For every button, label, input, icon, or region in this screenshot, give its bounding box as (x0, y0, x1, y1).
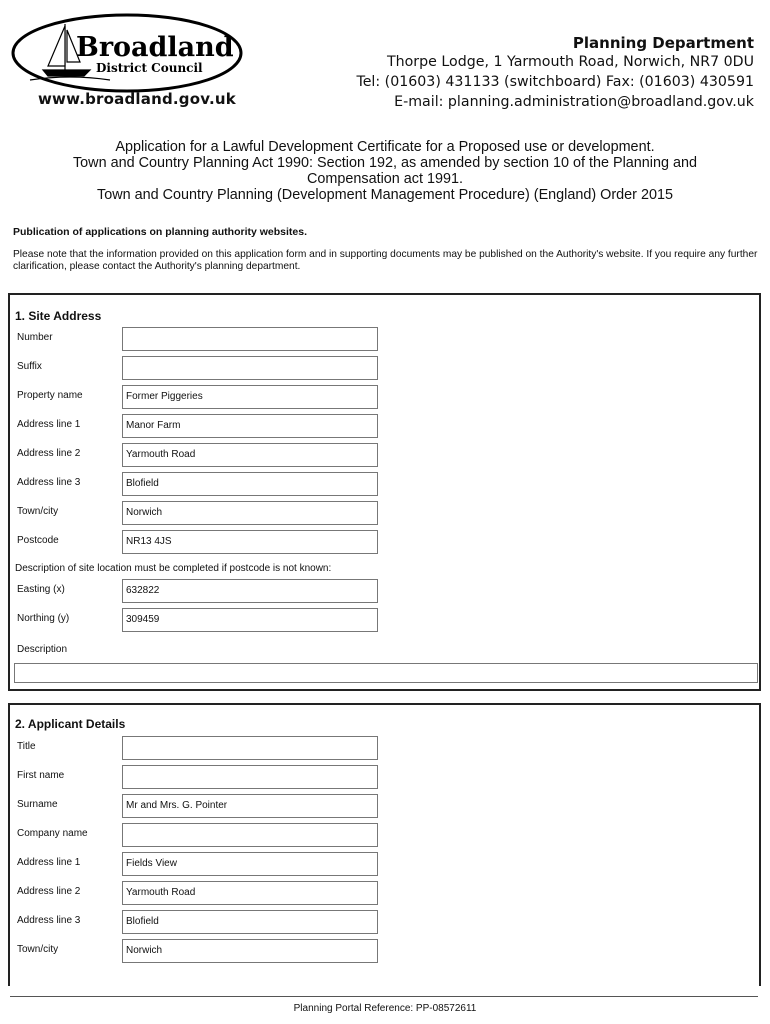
site-town-field[interactable]: Norwich (122, 501, 378, 525)
site-number-field[interactable] (122, 327, 378, 351)
location-note: Description of site location must be completed if postcode is not known: (15, 563, 332, 574)
website-url: www.broadland.gov.uk (38, 90, 236, 108)
site-address-line-2-field[interactable]: Yarmouth Road (122, 443, 378, 467)
site-suffix-label: Suffix (17, 361, 42, 372)
publication-note: Please note that the information provided on this application form and in supporting documents may be published on the Authority's website. If you require any further clarification, please contact the Authority's planning department. (13, 249, 758, 272)
site-address-heading: 1. Site Address (15, 309, 102, 323)
logo-name: Broadland (76, 32, 234, 63)
site-address-line-3-label: Address line 3 (17, 477, 81, 488)
easting-field[interactable]: 632822 (122, 579, 378, 603)
applicant-address-line-2-label: Address line 2 (17, 886, 81, 897)
site-address-line-1-field[interactable]: Manor Farm (122, 414, 378, 438)
site-address-line-2-label: Address line 2 (17, 448, 81, 459)
site-address-section (8, 293, 761, 691)
applicant-first-name-field[interactable] (122, 765, 378, 789)
site-town-label: Town/city (17, 506, 59, 517)
applicant-company-row (15, 823, 755, 847)
easting-row (15, 579, 755, 603)
northing-label: Northing (y) (17, 613, 70, 624)
applicant-section (8, 703, 761, 986)
easting-label: Easting (x) (17, 584, 65, 595)
department-name: Planning Department (572, 34, 754, 52)
applicant-company-label: Company name (17, 828, 88, 839)
applicant-address-line-1-row (15, 852, 755, 876)
title-line-1: Application for a Lawful Development Certificate for a Proposed use or development. (115, 139, 655, 155)
description-field[interactable] (14, 663, 758, 683)
title-line-2: Town and Country Planning Act 1990: Section 192, as amended by section 10 of the Planning and (72, 155, 698, 171)
site-suffix-row (15, 356, 755, 380)
site-number-label: Number (17, 332, 53, 343)
site-address-line-1-label: Address line 1 (17, 419, 81, 430)
applicant-town-field[interactable]: Norwich (122, 939, 378, 963)
applicant-address-line-1-label: Address line 1 (17, 857, 81, 868)
applicant-company-field[interactable] (122, 823, 378, 847)
applicant-first-name-row (15, 765, 755, 789)
form-title (20, 139, 750, 203)
applicant-address-line-3-field[interactable]: Blofield (122, 910, 378, 934)
site-property-name-row (15, 385, 755, 409)
site-postcode-label: Postcode (17, 535, 59, 546)
site-address-line-3-row (15, 472, 755, 496)
applicant-title-label: Title (17, 741, 36, 752)
site-address-line-3-field[interactable]: Blofield (122, 472, 378, 496)
applicant-first-name-label: First name (17, 770, 65, 781)
footer-divider (10, 996, 758, 997)
publication-heading: Publication of applications on planning authority websites. (13, 226, 308, 238)
site-property-name-field[interactable]: Former Piggeries (122, 385, 378, 409)
applicant-heading: 2. Applicant Details (15, 717, 126, 731)
department-phone: Tel: (01603) 431133 (switchboard) Fax: (01603) 430591 (356, 74, 754, 90)
northing-row (15, 608, 755, 632)
site-number-row (15, 327, 755, 351)
applicant-address-line-3-row (15, 910, 755, 934)
description-label: Description (17, 644, 68, 655)
applicant-surname-label: Surname (17, 799, 58, 810)
applicant-title-field[interactable] (122, 736, 378, 760)
applicant-title-row (15, 736, 755, 760)
title-line-4: Town and Country Planning (Development Management Procedure) (England) Order 2015 (97, 187, 673, 203)
applicant-surname-row (15, 794, 755, 818)
site-address-line-2-row (15, 443, 755, 467)
portal-reference: Planning Portal Reference: PP-08572611 (293, 1003, 477, 1014)
site-postcode-field[interactable]: NR13 4JS (122, 530, 378, 554)
title-line-3: Compensation act 1991. (307, 171, 463, 187)
site-town-row (15, 501, 755, 525)
applicant-town-label: Town/city (17, 944, 59, 955)
site-suffix-field[interactable] (122, 356, 378, 380)
applicant-address-line-2-field[interactable]: Yarmouth Road (122, 881, 378, 905)
applicant-town-row (15, 939, 755, 963)
logo-subtitle: District Council (96, 61, 203, 75)
site-property-name-label: Property name (17, 390, 83, 401)
site-address-line-1-row (15, 414, 755, 438)
northing-field[interactable]: 309459 (122, 608, 378, 632)
site-postcode-row (15, 530, 755, 554)
applicant-surname-field[interactable]: Mr and Mrs. G. Pointer (122, 794, 378, 818)
applicant-address-line-1-field[interactable]: Fields View (122, 852, 378, 876)
broadland-logo (10, 12, 246, 94)
applicant-address-line-2-row (15, 881, 755, 905)
department-address: Thorpe Lodge, 1 Yarmouth Road, Norwich, NR7 0DU (386, 54, 754, 70)
department-email: E-mail: planning.administration@broadland.gov.uk (394, 94, 754, 110)
applicant-address-line-3-label: Address line 3 (17, 915, 81, 926)
